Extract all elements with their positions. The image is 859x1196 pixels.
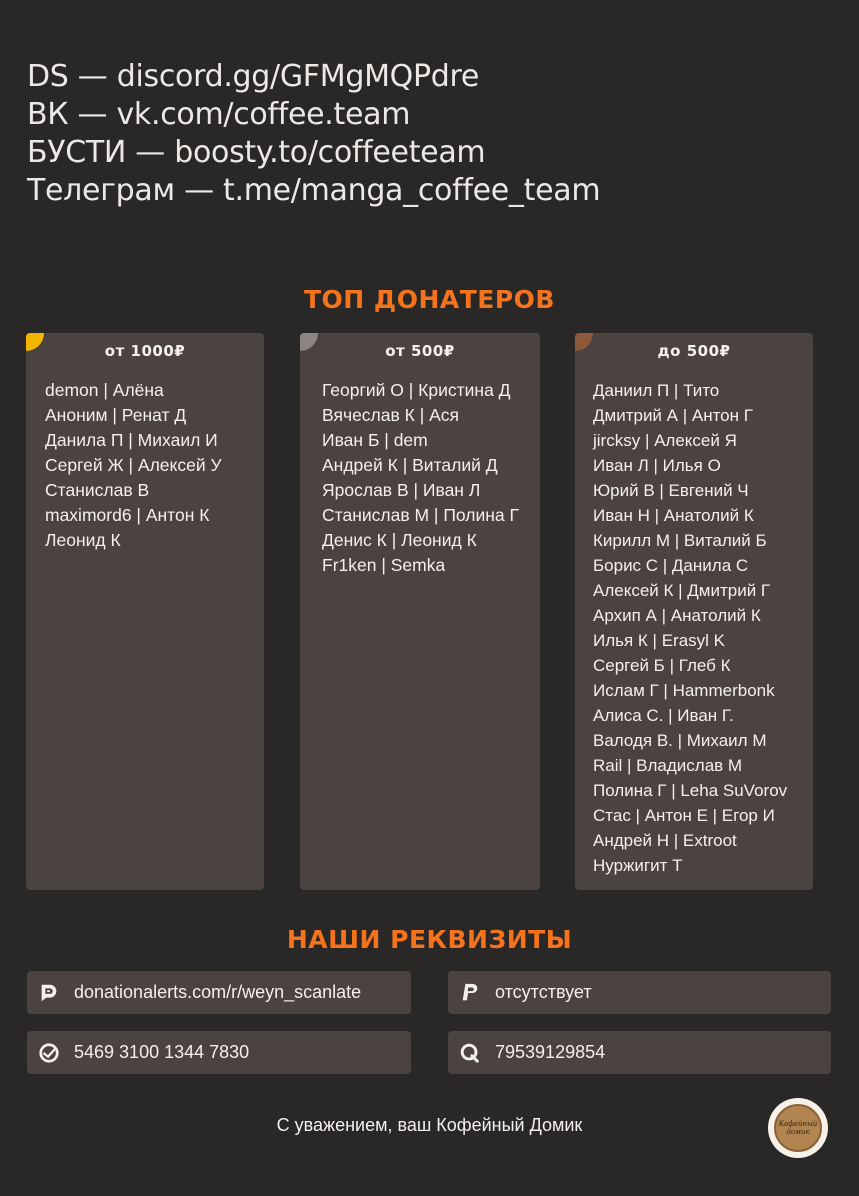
list-item: Алексей К | Дмитрий Г — [593, 581, 771, 600]
donor-column-under-500 — [575, 333, 813, 890]
paypal-field[interactable] — [448, 971, 831, 1014]
list-item: Полина Г | Leha SuVorov — [593, 781, 788, 800]
qiwi-number[interactable]: 79539129854 — [495, 1042, 606, 1062]
sberbank-field[interactable] — [27, 1031, 411, 1074]
list-item: demon | Алёна — [45, 380, 164, 400]
donor-column-500 — [300, 333, 540, 890]
list-item: Архип А | Анатолий К — [593, 606, 761, 625]
tier-label: до 500₽ — [657, 342, 731, 360]
donor-column-1000 — [26, 333, 264, 890]
list-item: Денис К | Леонид К — [322, 530, 477, 550]
qiwi-field[interactable] — [448, 1031, 831, 1074]
list-item: Станислав В — [45, 480, 150, 500]
sberbank-icon — [37, 1041, 61, 1065]
list-item: Иван Л | Илья О — [593, 456, 721, 475]
list-item: Сергей Ж | Алексей У — [45, 455, 222, 475]
donor-list — [26, 378, 264, 553]
links-block — [27, 58, 600, 210]
paypal-icon — [458, 981, 482, 1005]
donationalerts-field[interactable] — [27, 971, 411, 1014]
list-item: Борис С | Данила С — [593, 556, 749, 575]
list-item: Андрей Н | Extroot — [593, 831, 737, 850]
list-item: Данила П | Михаил И — [45, 430, 218, 450]
boosty-link[interactable]: БУСТИ — boosty.to/coffeeteam — [27, 135, 486, 170]
donor-list — [575, 378, 813, 878]
list-item: Rail | Владислав М — [593, 756, 743, 775]
list-item: Кирилл М | Виталий Б — [593, 531, 767, 550]
list-item: Иван Б | dem — [322, 430, 428, 450]
list-item: jircksy | Алексей Я — [593, 431, 737, 450]
list-item: Иван Н | Анатолий К — [593, 506, 754, 525]
footer-text: С уважением, ваш Кофейный Домик — [276, 1115, 583, 1135]
donationalerts-icon — [37, 981, 61, 1005]
donor-list — [300, 378, 540, 578]
paypal-value: отсутствует — [495, 982, 592, 1002]
list-item: Даниил П | Тито — [593, 381, 720, 400]
list-item: Андрей К | Виталий Д — [322, 455, 498, 475]
list-item: maximord6 | Антон К — [45, 505, 210, 525]
list-item: Fr1ken | Semka — [322, 555, 446, 575]
donationalerts-link[interactable]: donationalerts.com/r/weyn_scanlate — [74, 982, 362, 1002]
qiwi-icon — [458, 1041, 482, 1065]
list-item: Станислав М | Полина Г — [322, 505, 519, 525]
telegram-link[interactable]: Телеграм — t.me/manga_coffee_team — [27, 173, 601, 208]
discord-link[interactable]: DS — discord.gg/GFMgMQPdre — [27, 59, 480, 94]
list-item: Илья К | Erasyl K — [593, 631, 725, 650]
list-item: Сергей Б | Глеб К — [593, 656, 731, 675]
list-item: Валодя В. | Михаил М — [593, 731, 767, 750]
list-item: Юрий В | Евгений Ч — [593, 481, 749, 500]
list-item: Стас | Антон Е | Егор И — [593, 806, 775, 825]
list-item: Нуржигит Т — [593, 856, 683, 875]
tier-label: от 500₽ — [385, 342, 455, 360]
card-number[interactable]: 5469 3100 1344 7830 — [74, 1042, 250, 1062]
list-item: Ислам Г | Hammerbonk — [593, 681, 775, 700]
list-item: Алиса С. | Иван Г. — [593, 706, 734, 725]
list-item: Леонид К — [45, 530, 121, 550]
tier-label: от 1000₽ — [104, 342, 186, 360]
coffee-house-logo — [768, 1098, 828, 1158]
requisites-title: НАШИ РЕКВИЗИТЫ — [286, 925, 573, 954]
donors-title: ТОП ДОНАТЕРОВ — [304, 285, 555, 314]
list-item: Георгий О | Кристина Д — [322, 380, 511, 400]
vk-link[interactable]: ВК — vk.com/coffee.team — [27, 97, 411, 132]
list-item: Ярослав В | Иван Л — [322, 480, 481, 500]
list-item: Вячеслав К | Ася — [322, 405, 460, 425]
list-item: Аноним | Ренат Д — [45, 405, 187, 425]
list-item: Дмитрий А | Антон Г — [593, 406, 753, 425]
logo-badge: Кофейный домик — [774, 1104, 822, 1152]
